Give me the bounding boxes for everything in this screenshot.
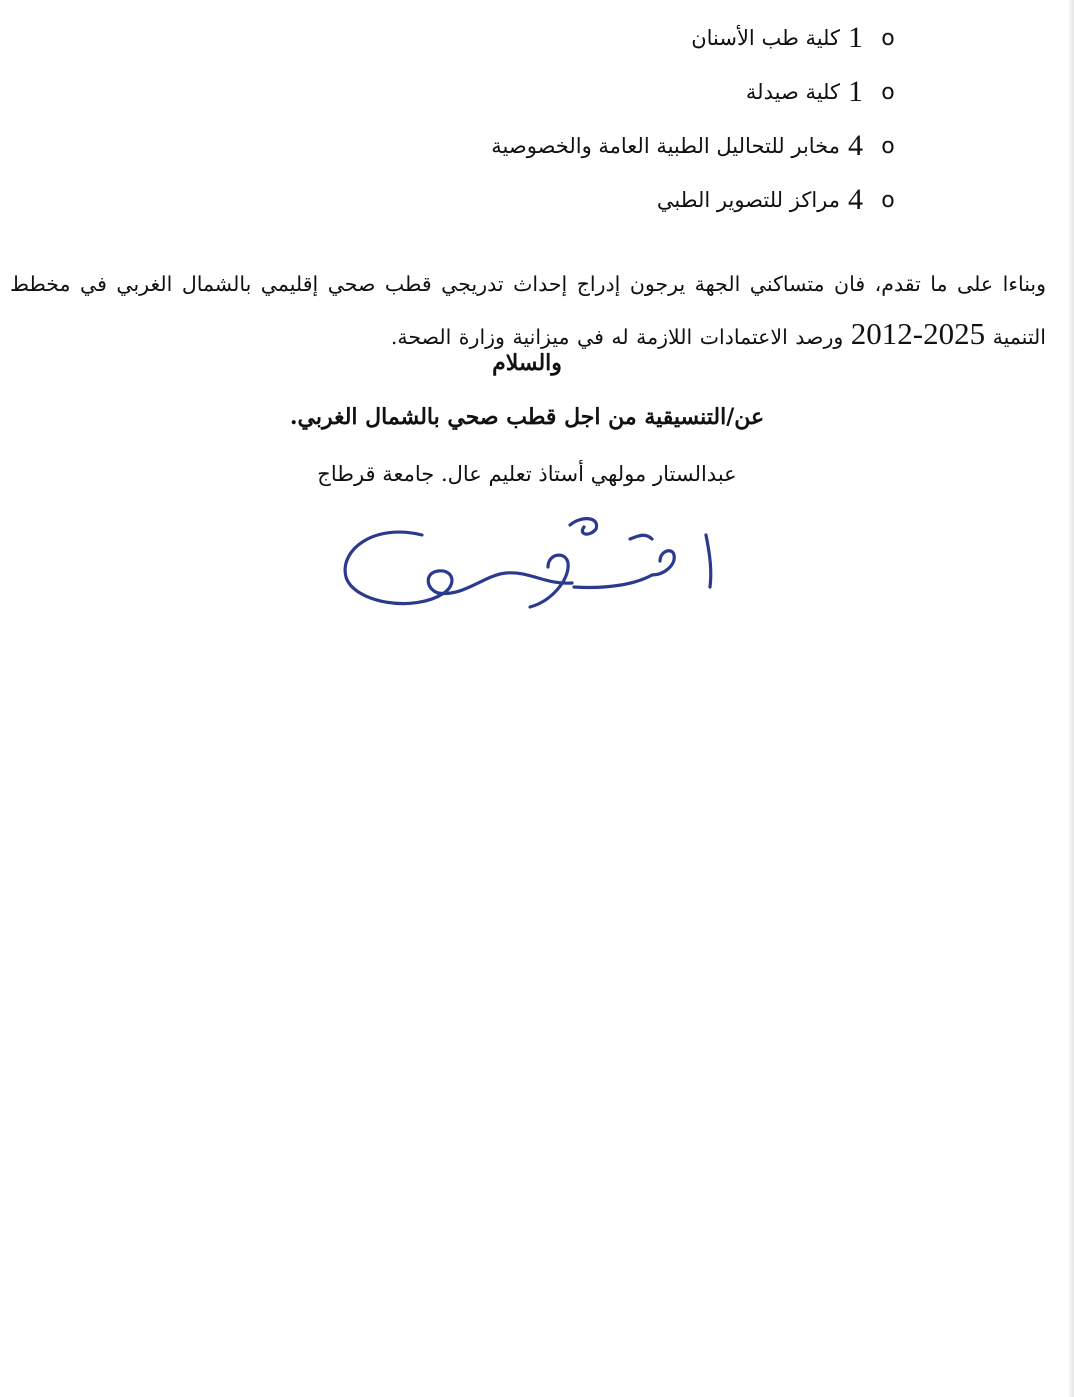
bullet-circle-icon: o xyxy=(881,133,895,159)
list-item xyxy=(491,18,899,58)
paragraph-text-before: وبناءا على ما تقدم، فان متساكني الجهة يرجون إدراج إحداث تدريجي قطب صحي إقليمي بالشمال الغربي في مخطط التنمية xyxy=(10,271,1046,349)
list-item xyxy=(491,126,899,166)
request-paragraph xyxy=(10,259,1046,362)
bullet-circle-icon: o xyxy=(881,25,895,51)
handwritten-signature xyxy=(334,505,726,618)
item-count: 4 xyxy=(848,129,863,162)
item-count: 1 xyxy=(848,21,863,54)
signature-strokes xyxy=(345,519,711,607)
item-label: كلية طب الأسنان xyxy=(691,26,840,50)
item-count: 1 xyxy=(848,75,863,108)
signer-name: عبدالستار مولهي أستاذ تعليم عال. جامعة قرطاج xyxy=(317,462,737,486)
paragraph-text-after: ورصد الاعتمادات اللازمة له في ميزانية وزارة الصحة. xyxy=(390,324,844,349)
coordination-line: عن/التنسيقية من اجل قطب صحي بالشمال الغربي. xyxy=(289,404,765,430)
item-label: كلية صيدلة xyxy=(745,80,840,104)
plan-period: 2012-2025 xyxy=(850,315,986,351)
bullet-circle-icon: o xyxy=(881,187,895,213)
bullet-circle-icon: o xyxy=(881,79,895,105)
closing-greeting: والسلام xyxy=(492,350,562,376)
list-item xyxy=(491,72,899,112)
item-label: مراكز للتصوير الطبي xyxy=(656,188,840,212)
page-edge-shadow xyxy=(1068,0,1074,1397)
item-label: مخابر للتحاليل الطبية العامة والخصوصية xyxy=(491,134,840,158)
list-item xyxy=(491,180,899,220)
facilities-list xyxy=(491,18,899,234)
item-count: 4 xyxy=(848,183,863,216)
